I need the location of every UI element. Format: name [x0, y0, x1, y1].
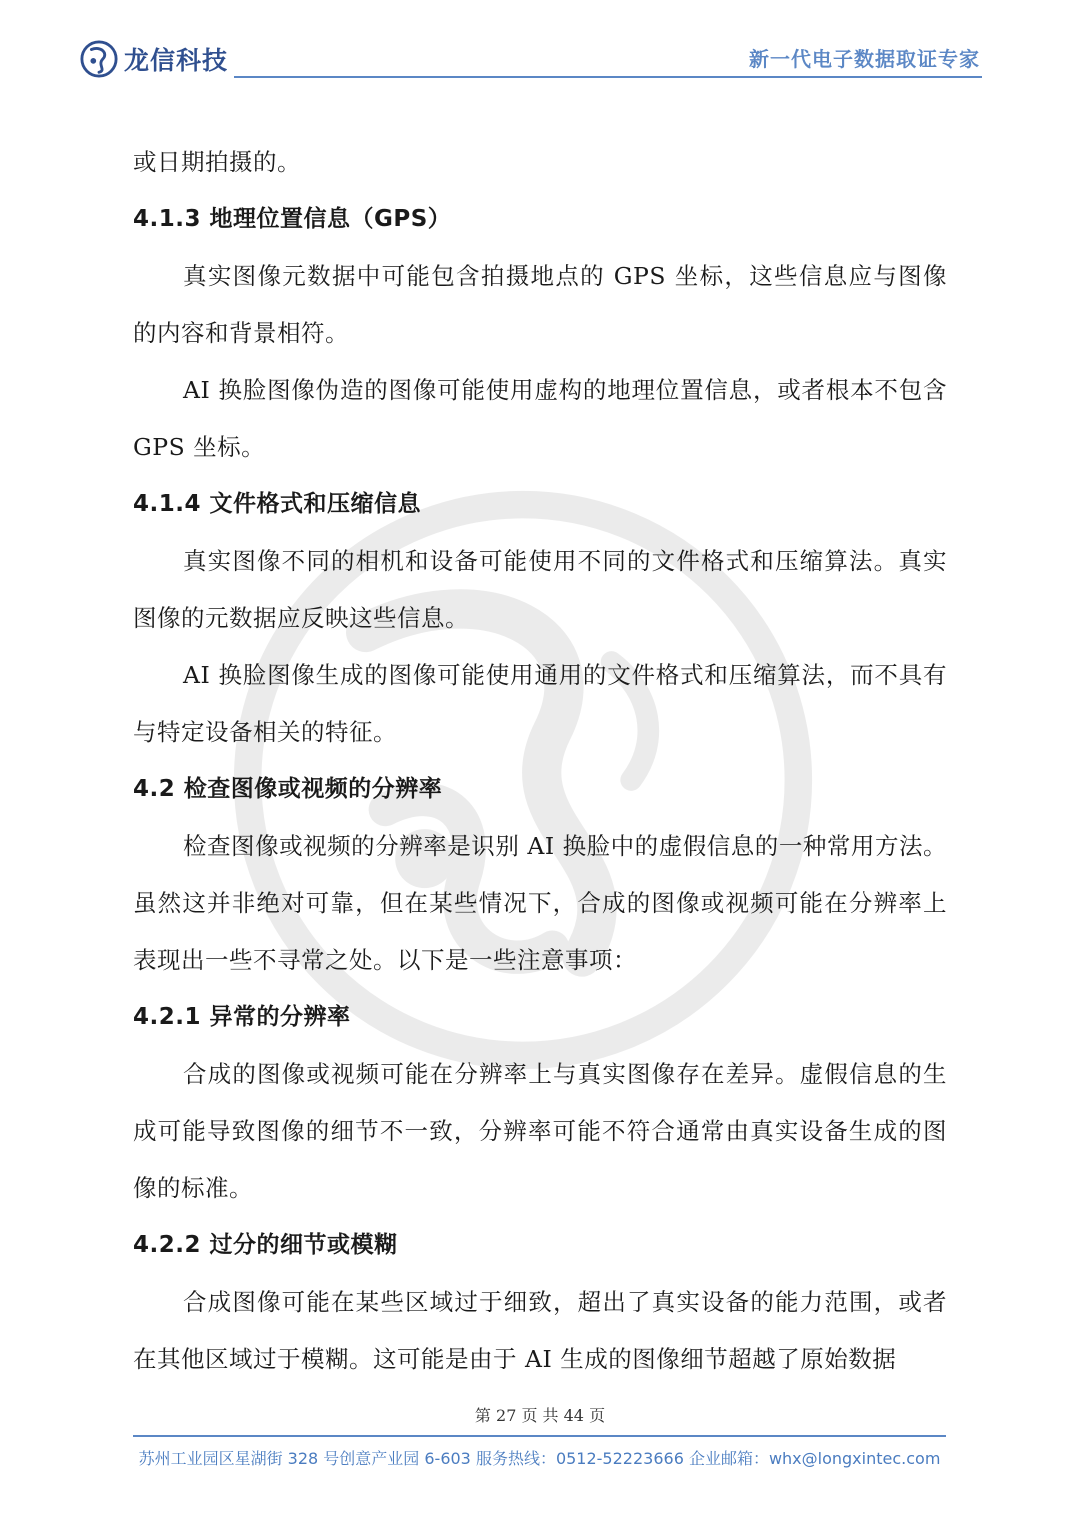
- dragon-swirl-logo-icon: [80, 40, 118, 78]
- footer-contact: 苏州工业园区星湖街 328 号创意产业园 6-603 服务热线：0512-52223666 企业邮箱：whx@longxintec.com: [138, 1449, 941, 1468]
- paragraph: 合成图像可能在某些区域过于细致，超出了真实设备的能力范围，或者在其他区域过于模糊。这可能是由于 AI 生成的图像细节超越了原始数据: [133, 1288, 947, 1373]
- header-tagline: 新一代电子数据取证专家: [749, 47, 980, 71]
- section-heading: 4.1.4 文件格式和压缩信息: [133, 491, 421, 517]
- company-name: 龙信科技: [124, 46, 229, 75]
- section-heading: 4.2.2 过分的细节或模糊: [133, 1232, 398, 1258]
- paragraph: 或日期拍摄的。: [133, 148, 301, 176]
- page-header: [80, 36, 982, 82]
- header-divider: [234, 76, 982, 78]
- section-heading: 4.1.3 地理位置信息（GPS）: [133, 206, 452, 232]
- paragraph: 真实图像元数据中可能包含拍摄地点的 GPS 坐标，这些信息应与图像的内容和背景相符。: [133, 262, 947, 347]
- paragraph: 检查图像或视频的分辨率是识别 AI 换脸中的虚假信息的一种常用方法。虽然这并非绝对可靠，但在某些情况下，合成的图像或视频可能在分辨率上表现出一些不寻常之处。以下是一些注意事项：: [133, 832, 947, 974]
- paragraph: AI 换脸图像生成的图像可能使用通用的文件格式和压缩算法，而不具有与特定设备相关的特征。: [133, 661, 947, 746]
- section-heading: 4.2 检查图像或视频的分辨率: [133, 776, 443, 802]
- paragraph: 真实图像不同的相机和设备可能使用不同的文件格式和压缩算法。真实图像的元数据应反映这些信息。: [133, 547, 947, 632]
- page-number: 第 27 页 共 44 页: [474, 1406, 606, 1425]
- paragraph: AI 换脸图像伪造的图像可能使用虚构的地理位置信息，或者根本不包含 GPS 坐标。: [133, 376, 947, 461]
- company-logo: [80, 40, 228, 78]
- paragraph: 合成的图像或视频可能在分辨率上与真实图像存在差异。虚假信息的生成可能导致图像的细节不一致，分辨率可能不符合通常由真实设备生成的图像的标准。: [133, 1060, 947, 1202]
- footer-divider: [133, 1435, 946, 1437]
- section-heading: 4.2.1 异常的分辨率: [133, 1004, 351, 1030]
- document-body: [133, 134, 947, 1388]
